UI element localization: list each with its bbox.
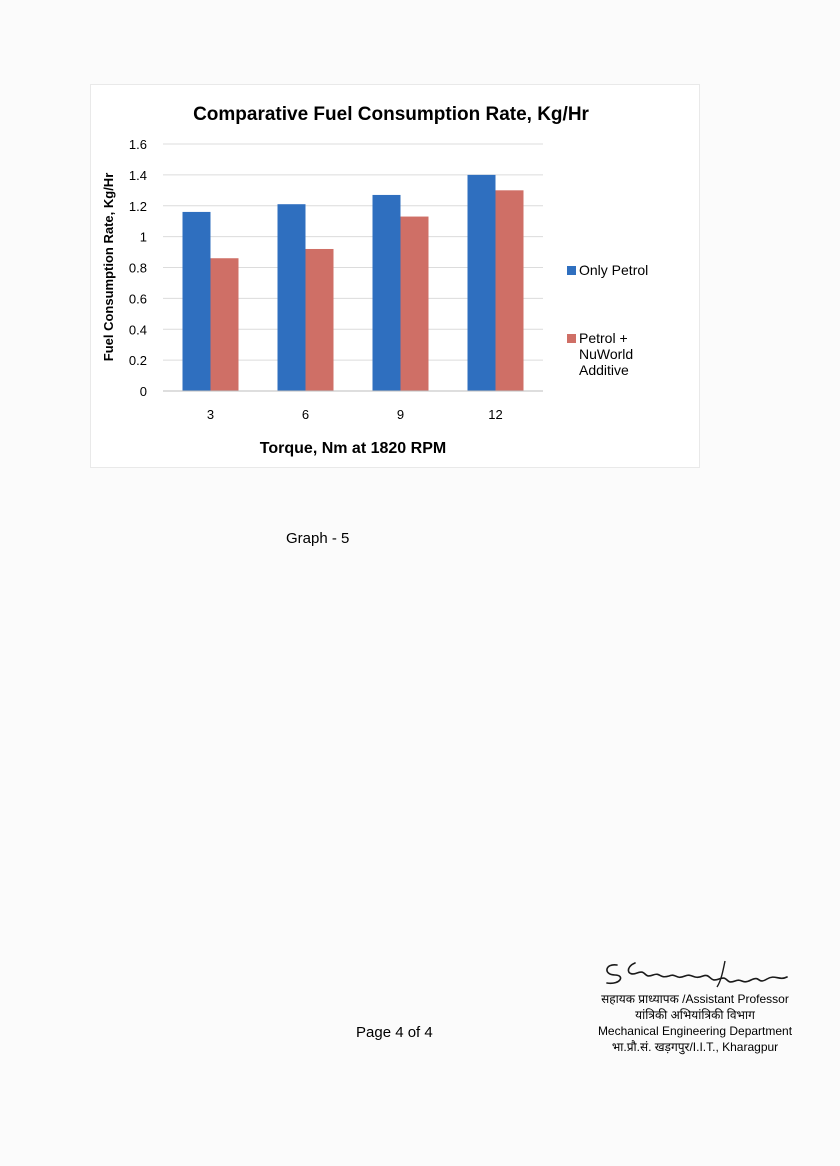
bar-only-petrol-12 [468, 175, 496, 391]
legend-swatch [567, 334, 576, 343]
bar-petrol-additive-6 [306, 249, 334, 391]
y-tick-label: 0.4 [128, 322, 147, 338]
y-axis-ticks [129, 137, 147, 399]
x-tick-label: 6 [301, 407, 310, 422]
signature-title: सहायक प्राध्यापक /Assistant Professor [601, 992, 789, 1006]
legend [567, 262, 648, 378]
bar-only-petrol-3 [183, 212, 211, 391]
bar-only-petrol-9 [373, 195, 401, 391]
signature-institute: भा.प्रौ.सं. खड़गपुर/I.I.T., Kharagpur [611, 1040, 779, 1054]
chart-frame [90, 84, 700, 468]
y-axis-label: Fuel Consumption Rate, Kg/Hr [101, 172, 116, 362]
signature-dept-hindi: यांत्रिकी अभियांत्रिकी विभाग [635, 1008, 755, 1022]
bars [183, 175, 524, 391]
bar-petrol-additive-12 [496, 190, 524, 391]
x-tick-label: 9 [396, 407, 405, 422]
bar-chart [91, 85, 701, 469]
y-tick-label: 0.2 [128, 353, 147, 369]
bar-only-petrol-6 [278, 204, 306, 391]
x-axis-ticks [207, 407, 503, 422]
chart-title: Comparative Fuel Consumption Rate, Kg/Hr [193, 104, 589, 125]
y-tick-label: 1.2 [128, 198, 147, 214]
handwritten-signature [595, 955, 795, 989]
x-axis-label: Torque, Nm at 1820 RPM [259, 440, 447, 457]
page-number: Page 4 of 4 [356, 1024, 433, 1041]
legend-swatch [567, 266, 576, 275]
y-tick-label: 0 [139, 384, 147, 399]
y-tick-label: 1.6 [128, 137, 147, 152]
y-tick-label: 1 [139, 229, 147, 245]
bar-petrol-additive-3 [211, 258, 239, 391]
x-tick-label: 12 [488, 407, 503, 422]
signature-block [580, 955, 810, 1055]
y-tick-label: 0.8 [128, 260, 147, 276]
signature-dept-english: Mechanical Engineering Department [597, 1024, 793, 1038]
x-tick-label: 3 [206, 407, 215, 422]
bar-petrol-additive-9 [401, 217, 429, 391]
y-tick-label: 1.4 [128, 167, 147, 183]
legend-label: Only Petrol [579, 262, 649, 278]
y-tick-label: 0.6 [128, 291, 147, 307]
legend-label: Petrol + NuWorld Additive [579, 330, 634, 378]
graph-caption: Graph - 5 [286, 530, 350, 547]
